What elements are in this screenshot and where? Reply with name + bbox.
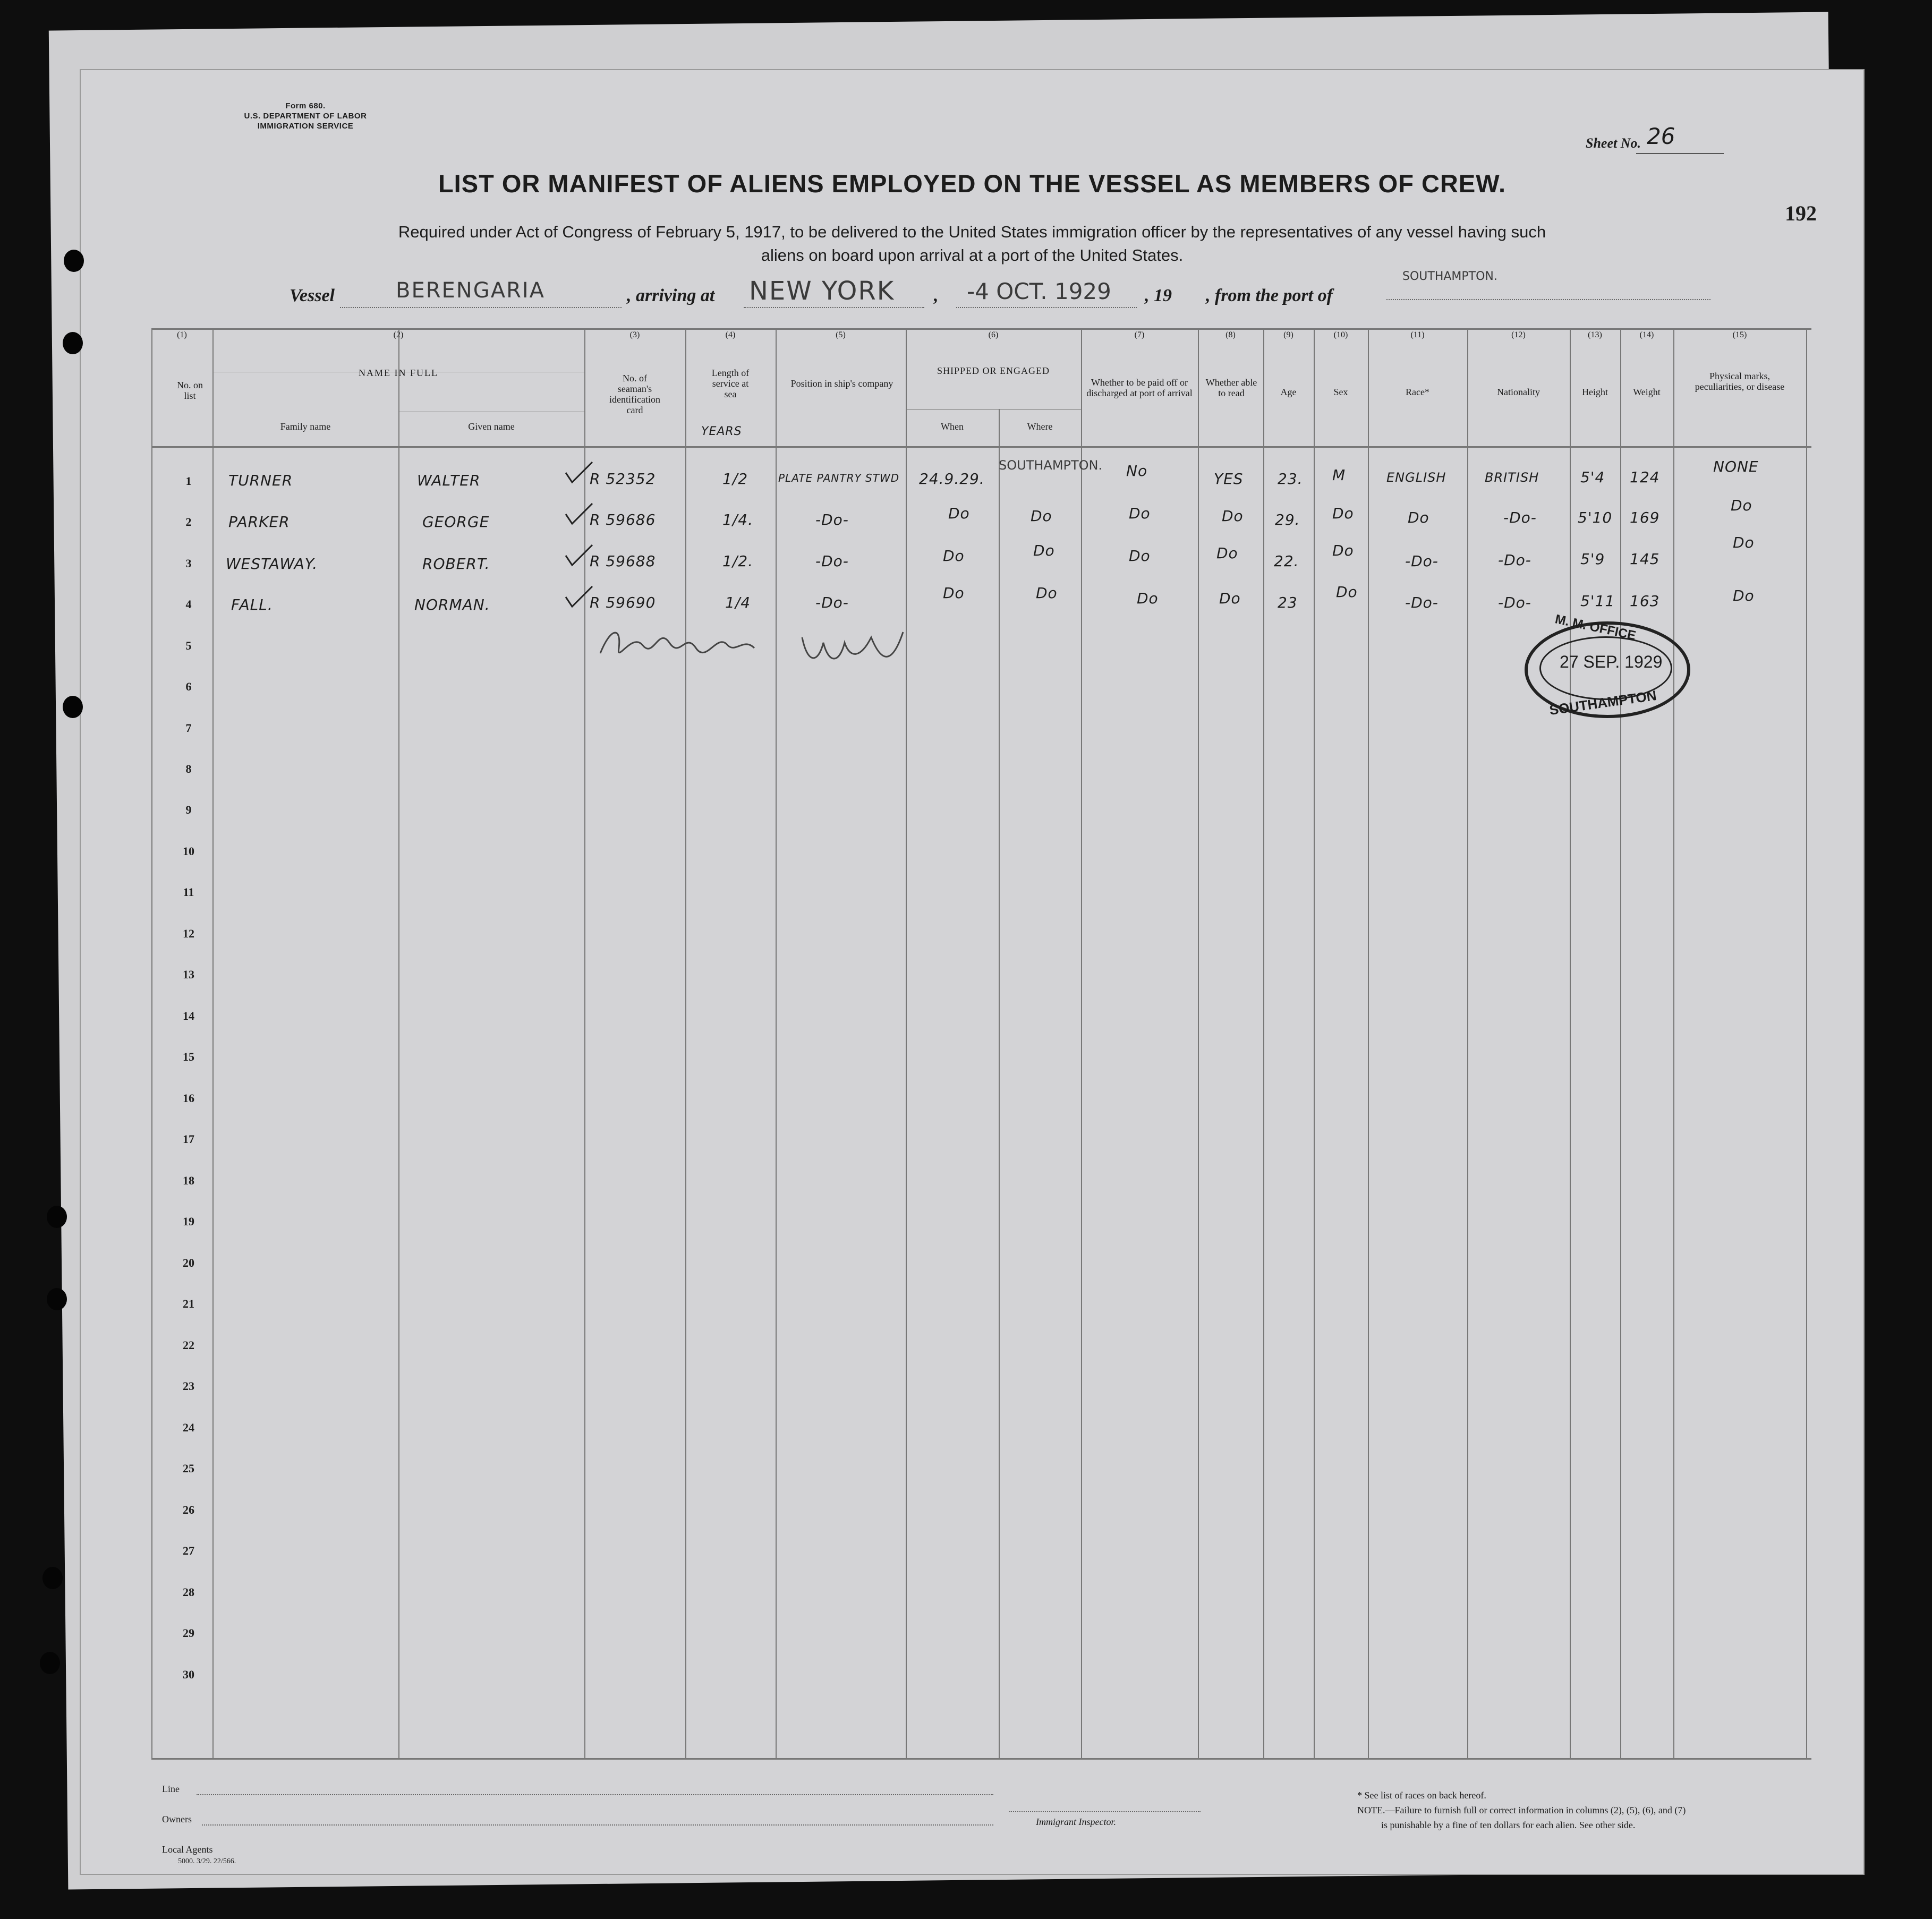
column-number: (10)	[1333, 330, 1348, 339]
department: U.S. DEPARTMENT OF LABOR	[244, 112, 367, 121]
footer-note-3: is punishable by a fine of ten dollars for each alien. See other side.	[1381, 1820, 1636, 1830]
grid-line	[1198, 329, 1199, 1758]
header-shipped: SHIPPED OR ENGAGED	[937, 365, 1050, 376]
cell-given: WALTER	[417, 472, 481, 489]
page-title: LIST OR MANIFEST OF ALIENS EMPLOYED ON THE VESSEL AS MEMBERS OF CREW.	[438, 169, 1507, 198]
row-number: 5	[185, 639, 192, 652]
header-race: Race*	[1406, 387, 1429, 397]
table-top-border	[151, 328, 1811, 330]
cell-sex: Do	[1336, 583, 1358, 601]
page-number: 192	[1785, 201, 1817, 225]
row-number: 20	[183, 1256, 194, 1269]
grid-line	[1314, 329, 1315, 1758]
cell-age: 29.	[1275, 511, 1300, 528]
header-where: Where	[1027, 421, 1053, 432]
header-able-read: Whether able to read	[1205, 377, 1257, 398]
header-age: Age	[1280, 387, 1297, 397]
service: IMMIGRATION SERVICE	[257, 122, 354, 131]
cell-length: 1/4	[725, 594, 751, 611]
footer-line-underline	[197, 1794, 993, 1795]
column-number: (4)	[725, 330, 736, 339]
column-number: (6)	[988, 330, 999, 339]
cell-paid: Do	[1129, 505, 1151, 522]
cell-given: GEORGE	[422, 513, 490, 531]
cell-sex: Do	[1332, 542, 1354, 559]
table-bottom-border	[151, 1758, 1811, 1760]
from-underline	[1386, 299, 1710, 300]
grid-line	[685, 329, 686, 1758]
grid-line	[906, 329, 907, 1758]
year-label: , 19	[1145, 286, 1172, 305]
cell-family: PARKER	[228, 513, 290, 531]
cell-position: -Do-	[815, 594, 849, 611]
cell-paid: Do	[1137, 590, 1159, 607]
column-number: (8)	[1225, 330, 1236, 339]
cell-age: 22.	[1274, 552, 1299, 570]
row-number: 9	[185, 803, 192, 816]
cell-family: TURNER	[228, 472, 293, 489]
manifest-page	[80, 69, 1865, 1875]
cell-race: ENGLISH	[1386, 470, 1446, 485]
row-number: 25	[183, 1462, 194, 1475]
shipped-subheader-line	[906, 409, 1081, 410]
from-port: SOUTHAMPTON.	[1402, 270, 1497, 283]
cell-nationality: -Do-	[1498, 594, 1531, 611]
cell-where: Do	[1033, 542, 1055, 559]
cell-position: -Do-	[815, 511, 849, 528]
grid-line	[1620, 329, 1621, 1758]
cell-when: Do	[948, 505, 970, 522]
footer-owners-underline	[202, 1824, 993, 1826]
column-number: (1)	[177, 330, 187, 339]
binder-hole	[63, 332, 83, 354]
date-underline	[956, 307, 1137, 308]
row-number: 21	[183, 1297, 194, 1310]
grid-line	[776, 329, 777, 1758]
from-label: , from the port of	[1206, 286, 1333, 305]
cell-read: Do	[1216, 544, 1238, 562]
cell-length: 1/2	[722, 470, 748, 488]
cell-sex: M	[1332, 466, 1346, 484]
row-number: 7	[185, 721, 192, 735]
stamp-date: 27 SEP. 1929	[1560, 652, 1663, 671]
sheet-underline	[1636, 153, 1724, 154]
vessel-name: BERENGARIA	[396, 278, 546, 303]
cell-physical: NONE	[1713, 458, 1759, 475]
column-number: (7)	[1134, 330, 1145, 339]
cell-where: Do	[1031, 507, 1052, 525]
subtitle-line-1: Required under Act of Congress of February 5, 1917, to be delivered to the United States immigration officer by the representatives of any vessel having such	[398, 223, 1546, 241]
row-number: 24	[183, 1421, 194, 1434]
header-no-on-list: No. on list	[177, 380, 203, 401]
cell-family: FALL.	[231, 596, 273, 613]
grid-line	[1570, 329, 1571, 1758]
column-number: (9)	[1283, 330, 1293, 339]
binder-hole	[64, 250, 84, 272]
header-name-in-full: NAME IN FULL	[359, 368, 438, 378]
binder-hole	[47, 1288, 67, 1310]
header-physical: Physical marks, peculiarities, or disease	[1695, 371, 1785, 392]
grid-line	[1467, 329, 1468, 1758]
cell-when: 24.9.29.	[919, 470, 985, 488]
cell-weight: 169	[1630, 509, 1660, 526]
inspector-signature-line	[1009, 1811, 1201, 1812]
cell-weight: 145	[1630, 550, 1660, 568]
cell-nationality: BRITISH	[1485, 470, 1539, 485]
grid-line	[1806, 329, 1807, 1758]
footer-line-label: Line	[162, 1784, 180, 1794]
vessel-underline	[340, 307, 622, 308]
check-mark	[566, 462, 592, 482]
row-number: 19	[183, 1215, 194, 1228]
subtitle	[239, 220, 1705, 267]
binder-hole	[63, 696, 83, 718]
row-number: 28	[183, 1585, 194, 1599]
sheet-label: Sheet No.	[1586, 135, 1641, 151]
form-meta	[218, 101, 393, 131]
grid-line	[1081, 329, 1082, 1758]
cell-height: 5'9	[1580, 550, 1605, 568]
header-bottom-border	[151, 446, 1811, 448]
column-number: (15)	[1732, 330, 1747, 339]
cell-family: WESTAWAY.	[226, 555, 318, 573]
comma: ,	[934, 286, 939, 305]
row-number: 17	[183, 1132, 194, 1146]
cell-position: PLATE PANTRY STWD	[778, 472, 900, 484]
row-number: 1	[185, 474, 192, 488]
column-number: (3)	[629, 330, 640, 339]
cell-age: 23.	[1278, 470, 1303, 488]
handwritten-signature	[595, 616, 914, 675]
arriving-underline	[744, 307, 924, 308]
check-mark	[566, 545, 592, 565]
binder-hole	[47, 1206, 67, 1228]
mm-office-stamp	[1525, 612, 1690, 718]
cell-physical: Do	[1733, 587, 1755, 604]
cell-physical: Do	[1733, 534, 1755, 551]
row-number: 29	[183, 1626, 194, 1640]
cell-sex: Do	[1332, 505, 1354, 522]
grid-line	[1368, 329, 1369, 1758]
footer-note-1: * See list of races on back hereof.	[1357, 1790, 1486, 1801]
cell-paid: No	[1126, 462, 1148, 480]
check-mark	[566, 504, 592, 524]
header-nationality: Nationality	[1497, 387, 1540, 397]
column-number: (5)	[836, 330, 846, 339]
cell-card: R 59686	[590, 511, 656, 528]
cell-length: 1/2.	[722, 552, 753, 570]
cell-physical: Do	[1731, 497, 1752, 514]
cell-height: 5'11	[1580, 592, 1615, 610]
grid-line	[1263, 329, 1264, 1758]
row-number: 16	[183, 1091, 194, 1105]
row-number: 15	[183, 1050, 194, 1063]
cell-height: 5'4	[1580, 468, 1605, 486]
header-when: When	[941, 421, 964, 432]
stamp-bottom-text: SOUTHAMPTON	[1548, 687, 1658, 718]
cell-given: ROBERT.	[422, 555, 490, 573]
column-number: (14)	[1639, 330, 1654, 339]
grid-line	[1673, 329, 1674, 1758]
cell-given: NORMAN.	[414, 596, 490, 613]
sheet-number: 26	[1647, 123, 1675, 149]
header-family-name: Family name	[280, 421, 331, 432]
stamp-top-text: M. M. OFFICE	[1553, 612, 1637, 643]
header-weight: Weight	[1633, 387, 1661, 397]
header-id-card: No. of seaman's identification card	[609, 373, 660, 415]
subtitle-line-2: aliens on board upon arrival at a port of the United States.	[761, 246, 1184, 265]
vessel-label: Vessel	[290, 286, 335, 305]
cell-read: YES	[1214, 470, 1244, 488]
grid-line	[151, 329, 152, 1758]
column-number: (13)	[1588, 330, 1602, 339]
grid-line	[212, 329, 214, 1758]
footer-note-2: NOTE.—Failure to furnish full or correct information in columns (2), (5), (6), and (7)	[1357, 1805, 1686, 1815]
header-sex: Sex	[1333, 387, 1348, 397]
cell-card: R 59690	[590, 594, 656, 611]
cell-race: Do	[1408, 509, 1429, 526]
row-number: 18	[183, 1174, 194, 1187]
length-service-note: YEARS	[701, 425, 742, 438]
header-given-name: Given name	[468, 421, 515, 432]
row-number: 11	[183, 885, 194, 899]
arriving-label: , arriving at	[627, 286, 715, 305]
cell-paid: Do	[1129, 547, 1151, 565]
cell-age: 23	[1278, 594, 1298, 611]
check-mark	[566, 586, 592, 607]
row-number: 14	[183, 1009, 194, 1022]
cell-card: R 52352	[590, 470, 656, 488]
cell-read: Do	[1222, 507, 1244, 525]
cell-length: 1/4.	[722, 511, 753, 528]
header-length-service: Length of service at sea	[711, 368, 750, 399]
form-number: Form 680.	[285, 101, 326, 110]
cell-nationality: -Do-	[1498, 551, 1531, 569]
row-number: 4	[185, 598, 192, 611]
binder-hole	[40, 1652, 60, 1674]
row-number: 3	[185, 557, 192, 570]
footer-print-code: 5000. 3/29. 22/566.	[178, 1857, 236, 1865]
footer-local-agents-label: Local Agents	[162, 1844, 213, 1855]
cell-card: R 59688	[590, 552, 656, 570]
binder-hole	[42, 1567, 63, 1589]
column-number: (11)	[1410, 330, 1425, 339]
row-number: 6	[185, 680, 192, 693]
row-number: 12	[183, 927, 194, 940]
column-number: (2)	[393, 330, 404, 339]
cell-read: Do	[1219, 590, 1241, 607]
row-number: 8	[185, 762, 192, 775]
row-number: 26	[183, 1503, 194, 1516]
footer-inspector: Immigrant Inspector.	[1036, 1816, 1116, 1827]
cell-when: Do	[943, 584, 965, 602]
grid-line	[999, 409, 1000, 1758]
grid-line	[398, 329, 399, 1758]
header-paid-off: Whether to be paid off or discharged at port of arrival	[1086, 377, 1193, 398]
date-stamp: -4 OCT. 1929	[967, 278, 1111, 304]
cell-weight: 163	[1630, 592, 1660, 610]
cell-where: SOUTHAMPTON.	[999, 458, 1103, 473]
row-number: 30	[183, 1668, 194, 1681]
cell-race: -Do-	[1405, 594, 1439, 611]
row-number: 27	[183, 1544, 194, 1557]
row-number: 23	[183, 1379, 194, 1393]
cell-where: Do	[1036, 584, 1058, 602]
arriving-port: NEW YORK	[749, 276, 895, 306]
row-number: 2	[185, 515, 192, 528]
column-number: (12)	[1511, 330, 1526, 339]
footer-owners-label: Owners	[162, 1814, 192, 1824]
cell-weight: 124	[1630, 468, 1660, 486]
row-number: 13	[183, 968, 194, 981]
row-number: 22	[183, 1338, 194, 1352]
header-position: Position in ship's company	[790, 378, 893, 389]
row-number: 10	[183, 845, 194, 858]
cell-nationality: -Do-	[1503, 509, 1537, 526]
check-marks	[560, 457, 603, 616]
cell-race: -Do-	[1405, 552, 1439, 570]
cell-when: Do	[943, 547, 965, 565]
cell-position: -Do-	[815, 552, 849, 570]
cell-height: 5'10	[1578, 509, 1613, 526]
header-height: Height	[1582, 387, 1608, 397]
